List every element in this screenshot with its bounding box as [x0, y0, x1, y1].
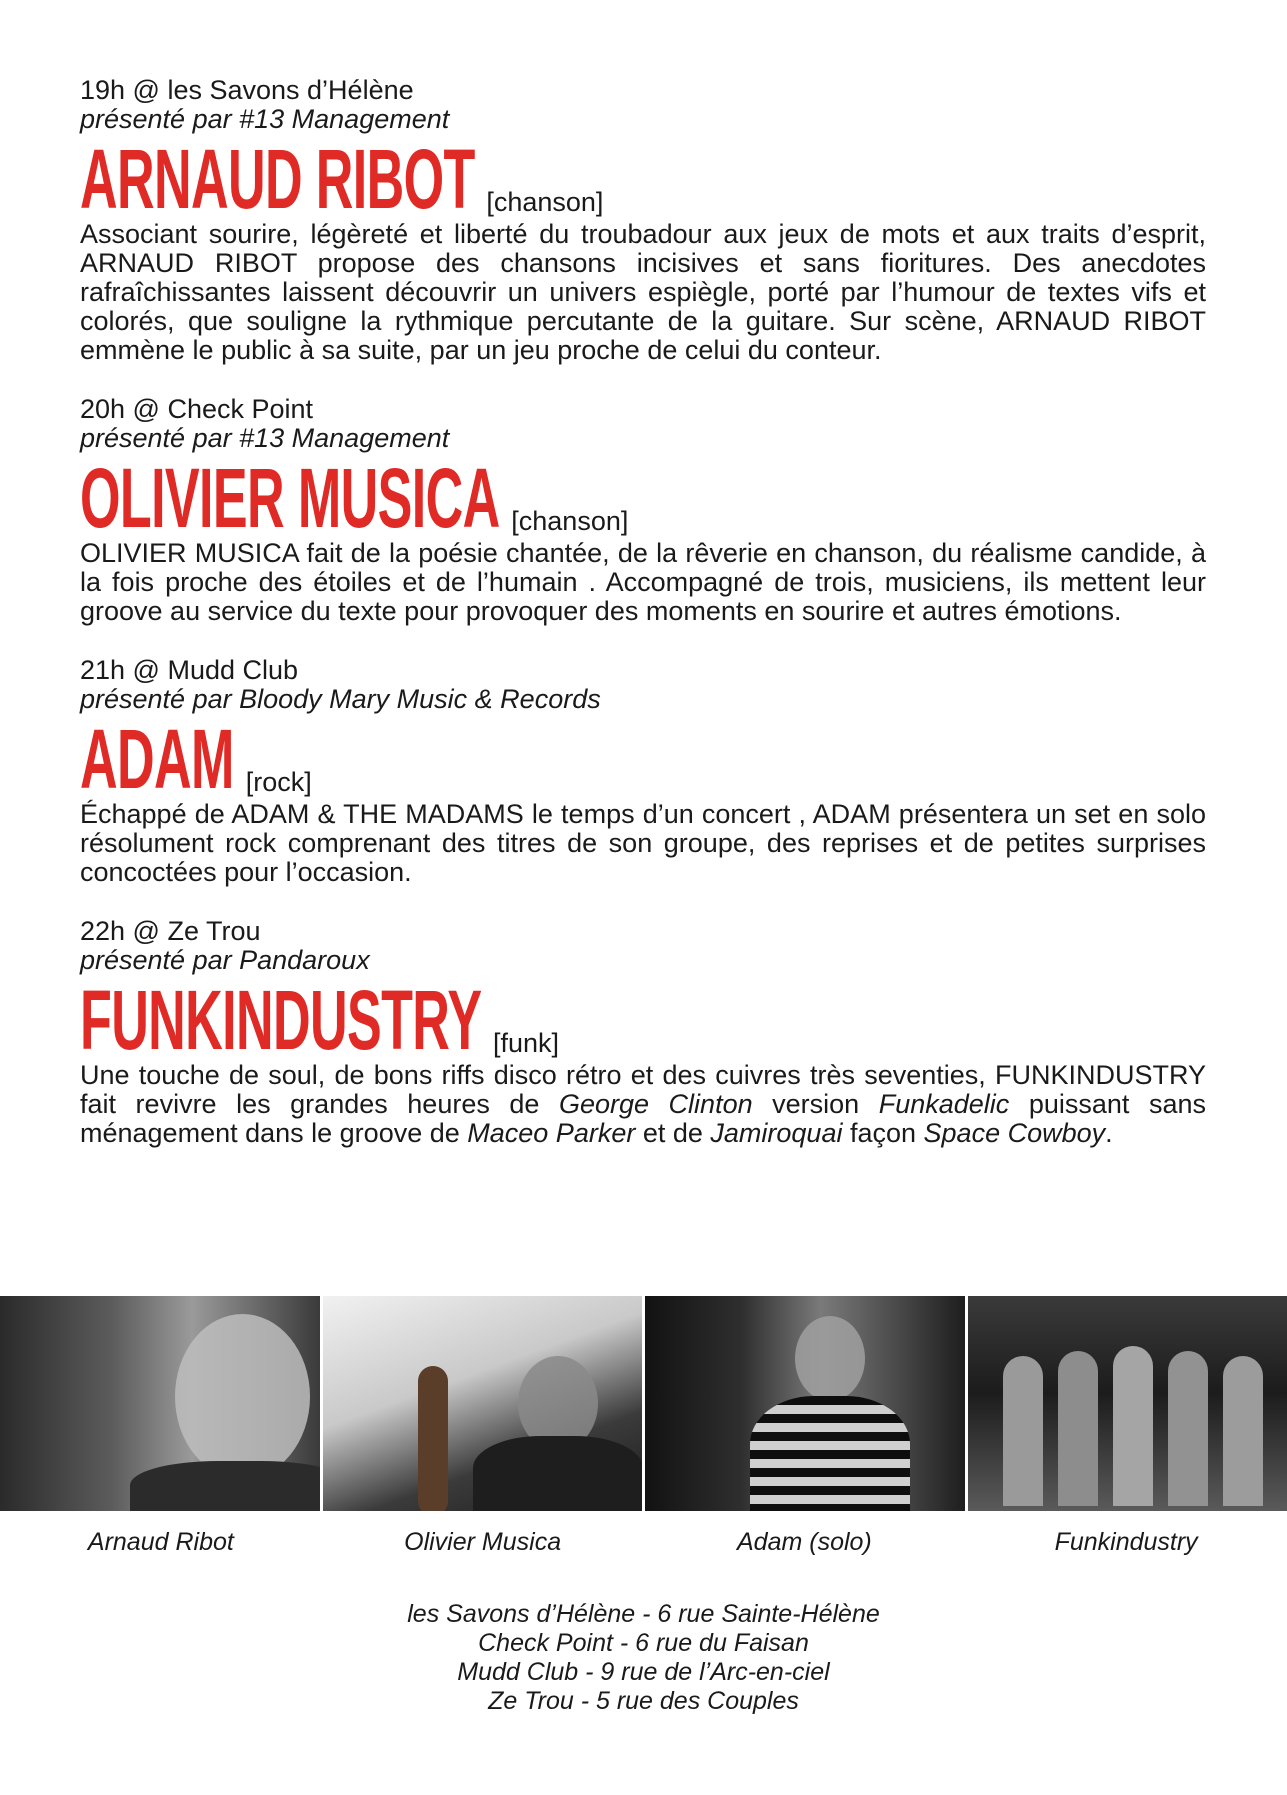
- event-adam: [80, 656, 1206, 887]
- event-time-venue: 22h @ Ze Trou: [80, 916, 261, 946]
- photo-arnaud-ribot: [0, 1296, 323, 1511]
- event-time-venue: 19h @ les Savons d’Hélène: [80, 75, 414, 105]
- event-arnaud-ribot: [80, 76, 1206, 365]
- venue-address: les Savons d’Hélène - 6 rue Sainte-Hélène: [407, 1600, 880, 1628]
- caption-adam: Adam (solo): [736, 1528, 872, 1556]
- event-presenter: présenté par Pandaroux: [80, 945, 370, 975]
- genre-tag: [chanson]: [486, 187, 604, 217]
- event-time-venue: 20h @ Check Point: [80, 394, 314, 424]
- venue-address: Ze Trou - 5 rue des Couples: [488, 1687, 799, 1715]
- venue-addresses: [0, 1600, 1287, 1716]
- event-description: Échappé de ADAM & THE MADAMS le temps d’un concert , ADAM présentera un set en solo résolument rock comprenant des titres de son groupe, des reprises et de petites surprises concoctées pour l’occasion.: [80, 799, 1206, 887]
- photo-olivier-musica: [323, 1296, 646, 1511]
- event-funkindustry: [80, 917, 1206, 1148]
- photo-funkindustry: [968, 1296, 1287, 1511]
- event-time-venue: 21h @ Mudd Club: [80, 655, 299, 685]
- event-headline: [80, 973, 1206, 1067]
- event-presenter: présenté par #13 Management: [80, 104, 450, 134]
- event-presenter: présenté par Bloody Mary Music & Records: [80, 684, 601, 714]
- event-description: OLIVIER MUSICA fait de la poésie chantée, de la rêverie en chanson, du réalisme candide, à la fois proche des étoiles et de l’humain . Accompagné de trois, musiciens, ils mettent leur groove au service du texte pour provoquer des moments en sourire et autres émotions.: [80, 538, 1206, 626]
- venue-address: Check Point - 6 rue du Faisan: [478, 1629, 809, 1657]
- caption-arnaud-ribot: Arnaud Ribot: [87, 1528, 234, 1556]
- event-headline: [80, 451, 1206, 545]
- venue-address: Mudd Club - 9 rue de l’Arc-en-ciel: [457, 1658, 830, 1686]
- photo-captions: [0, 1528, 1287, 1556]
- artist-name: FUNKINDUSTRY: [80, 973, 482, 1067]
- photo-adam: [645, 1296, 968, 1511]
- genre-tag: [funk]: [493, 1028, 560, 1058]
- artist-photo-strip: [0, 1296, 1287, 1511]
- artist-name: OLIVIER MUSICA: [80, 451, 500, 545]
- event-olivier-musica: [80, 395, 1206, 626]
- event-description: Une touche de soul, de bons riffs disco rétro et des cuivres très seventies, FUNKINDUSTRY fait revivre les grandes heures de George Clinton version Funkadelic puissant sans ménagement dans le groove de Maceo Parker et de Jamiroquai façon Space Cowboy.: [80, 1060, 1206, 1148]
- caption-olivier-musica: Olivier Musica: [404, 1528, 562, 1556]
- artist-name: ARNAUD RIBOT: [80, 132, 475, 226]
- event-presenter: présenté par #13 Management: [80, 423, 450, 453]
- caption-funkindustry: Funkindustry: [1054, 1528, 1198, 1556]
- artist-name: ADAM: [80, 712, 234, 806]
- genre-tag: [chanson]: [511, 506, 629, 536]
- event-headline: [80, 712, 1206, 806]
- event-headline: [80, 132, 1206, 226]
- event-description: Associant sourire, légèreté et liberté du troubadour aux jeux de mots et aux traits d’esprit, ARNAUD RIBOT propose des chansons incisives et sans fioritures. Des anecdotes rafraîchissantes laissent découvrir un univers espiègle, porté par l’humour de textes vifs et colorés, que souligne la rythmique percutante de la guitare. Sur scène, ARNAUD RIBOT emmène le public à sa suite, par un jeu proche de celui du conteur.: [80, 219, 1206, 365]
- genre-tag: [rock]: [245, 767, 312, 797]
- program-listing: [80, 76, 1206, 1178]
